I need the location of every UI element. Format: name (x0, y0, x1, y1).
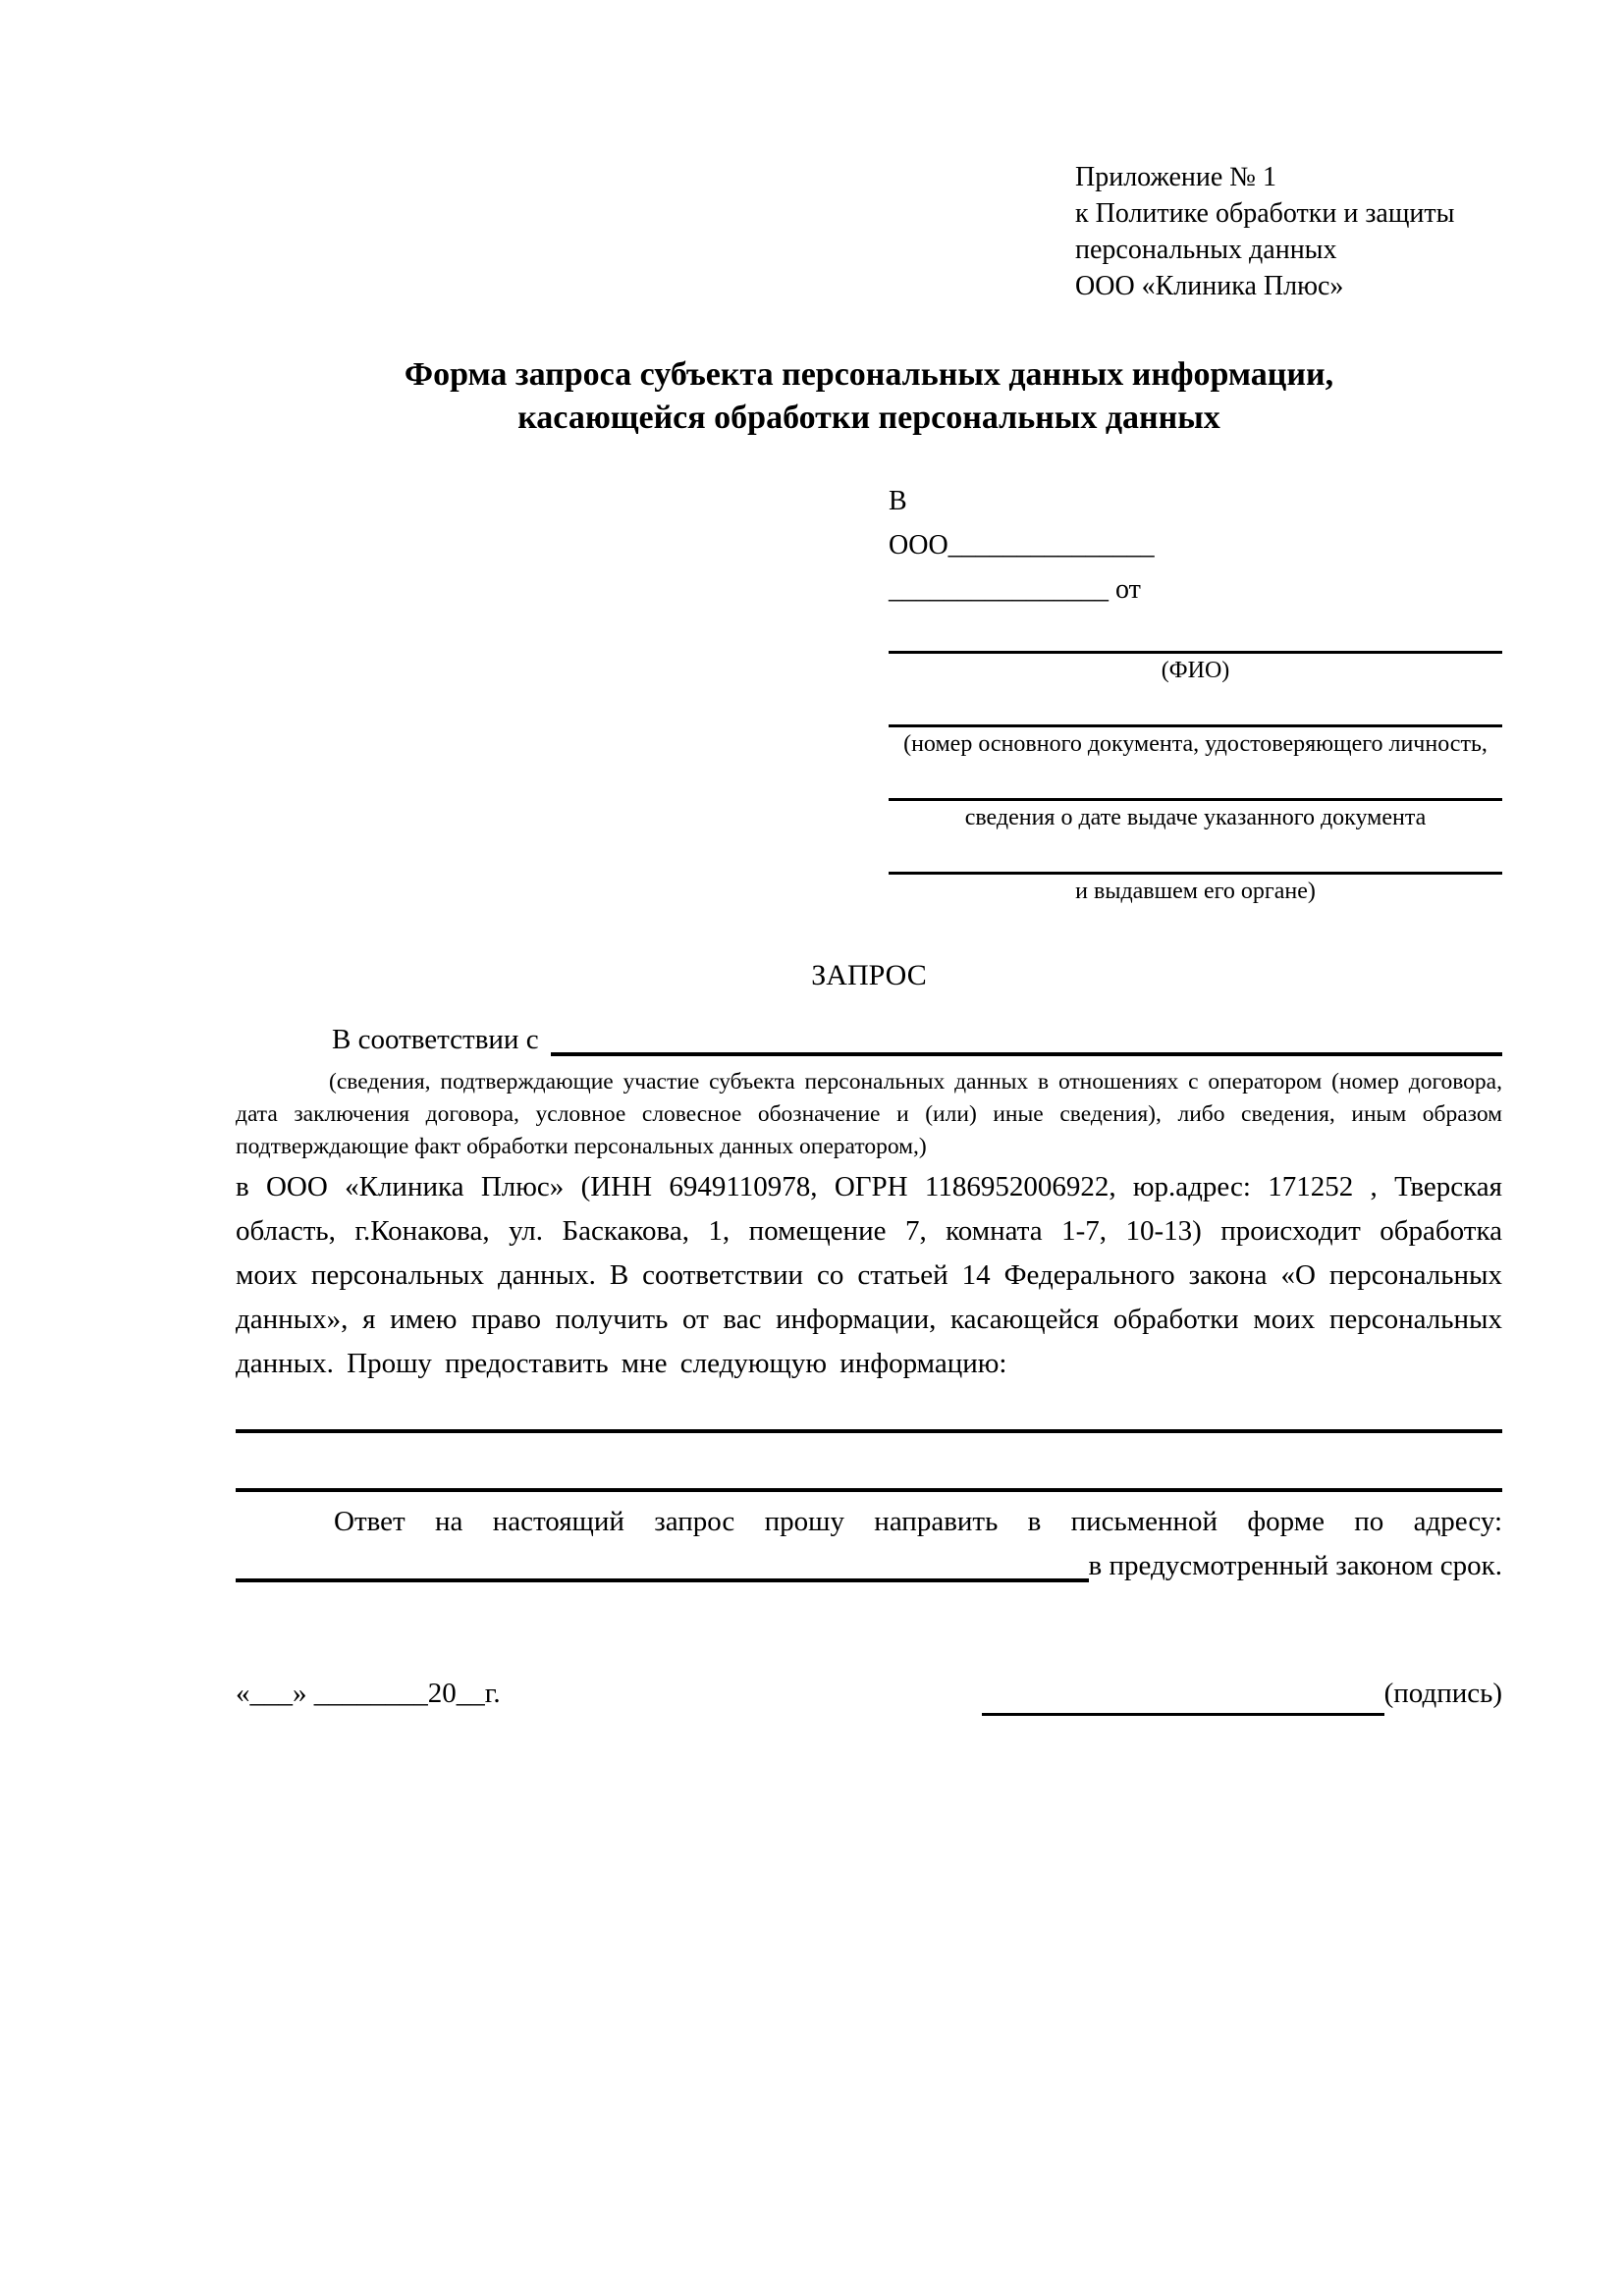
address-row (236, 1544, 1502, 1588)
document-title (236, 353, 1502, 440)
appendix-header-line-1: Приложение № 1 (1075, 162, 1276, 192)
fio-write-in-line (889, 649, 1502, 654)
fio-caption: (ФИО) (1161, 658, 1230, 683)
request-body-paragraph: в ООО «Клиника Плюс» (ИНН 6949110978, ОГРН 1186952006922, юр.адрес: 171252 , Тверская область, г.Конакова, ул. Баскакова, 1, помещение 7, комната 1-7, 10-13) происходит обработка моих персональных данных. В соответствии со статьей 14 Федерального закона «О персональных данных», я имею право получить от вас информации, касающейся обработки моих персональных данных. Прошу предоставить мне следующую информацию: (236, 1171, 1502, 1379)
document-number-caption: (номер основного документа, удостоверяющего личность, (903, 731, 1488, 757)
fio-field (889, 649, 1502, 685)
appendix-header-line-3: персональных данных (1075, 235, 1337, 265)
date-write-in: «___» ________20__г. (236, 1678, 501, 1709)
signature-write-in-line (982, 1676, 1384, 1716)
document-number-write-in-line (889, 722, 1502, 727)
answer-suffix: в предусмотренный законом срок. (1088, 1550, 1502, 1581)
appendix-header-line-4: ООО «Клиника Плюс» (1075, 271, 1344, 301)
answer-sentence: Ответ на настоящий запрос прошу направить в письменной форме по адресу: (334, 1506, 1502, 1537)
document-number-field (889, 722, 1502, 759)
appendix-header (1075, 159, 1502, 304)
information-write-in-line-2 (236, 1486, 1502, 1492)
appendix-header-line-2: к Политике обработки и защиты (1075, 198, 1455, 229)
information-write-in-line-1 (236, 1427, 1502, 1433)
addressee-block (889, 479, 1502, 906)
addressee-to: В (889, 486, 907, 516)
issue-date-write-in-line (889, 796, 1502, 801)
signature-caption: (подпись) (1383, 1678, 1502, 1709)
according-row (236, 1018, 1502, 1062)
issuing-authority-field (889, 870, 1502, 906)
issuing-authority-caption: и выдавшем его органе) (1075, 879, 1316, 904)
footer (236, 1672, 1502, 1716)
request-heading: ЗАПРОС (811, 959, 927, 991)
signature-group (982, 1672, 1502, 1716)
addressee-from-write-in: ________________ от (889, 574, 1141, 605)
document-title-line-2: касающейся обработки персональных данных (517, 400, 1220, 436)
issue-date-field (889, 796, 1502, 832)
address-write-in-line (236, 1544, 1089, 1582)
addressee-org-write-in: ООО_______________ (889, 530, 1155, 561)
according-write-in-line (551, 1018, 1502, 1056)
issuing-authority-write-in-line (889, 870, 1502, 875)
document-title-line-1: Форма запроса субъекта персональных данных информации, (404, 356, 1334, 393)
according-prefix: В соответствии с (332, 1024, 539, 1055)
issue-date-caption: сведения о дате выдаче указанного документа (964, 805, 1427, 830)
fine-print-note: (сведения, подтверждающие участие субъекта персональных данных в отношениях с оператором (номер договора, дата заключения договора, условное словесное обозначение и (или) иные сведения), либо сведения, иным образом подтверждающие факт обработки персональных данных оператором,) (236, 1069, 1502, 1159)
